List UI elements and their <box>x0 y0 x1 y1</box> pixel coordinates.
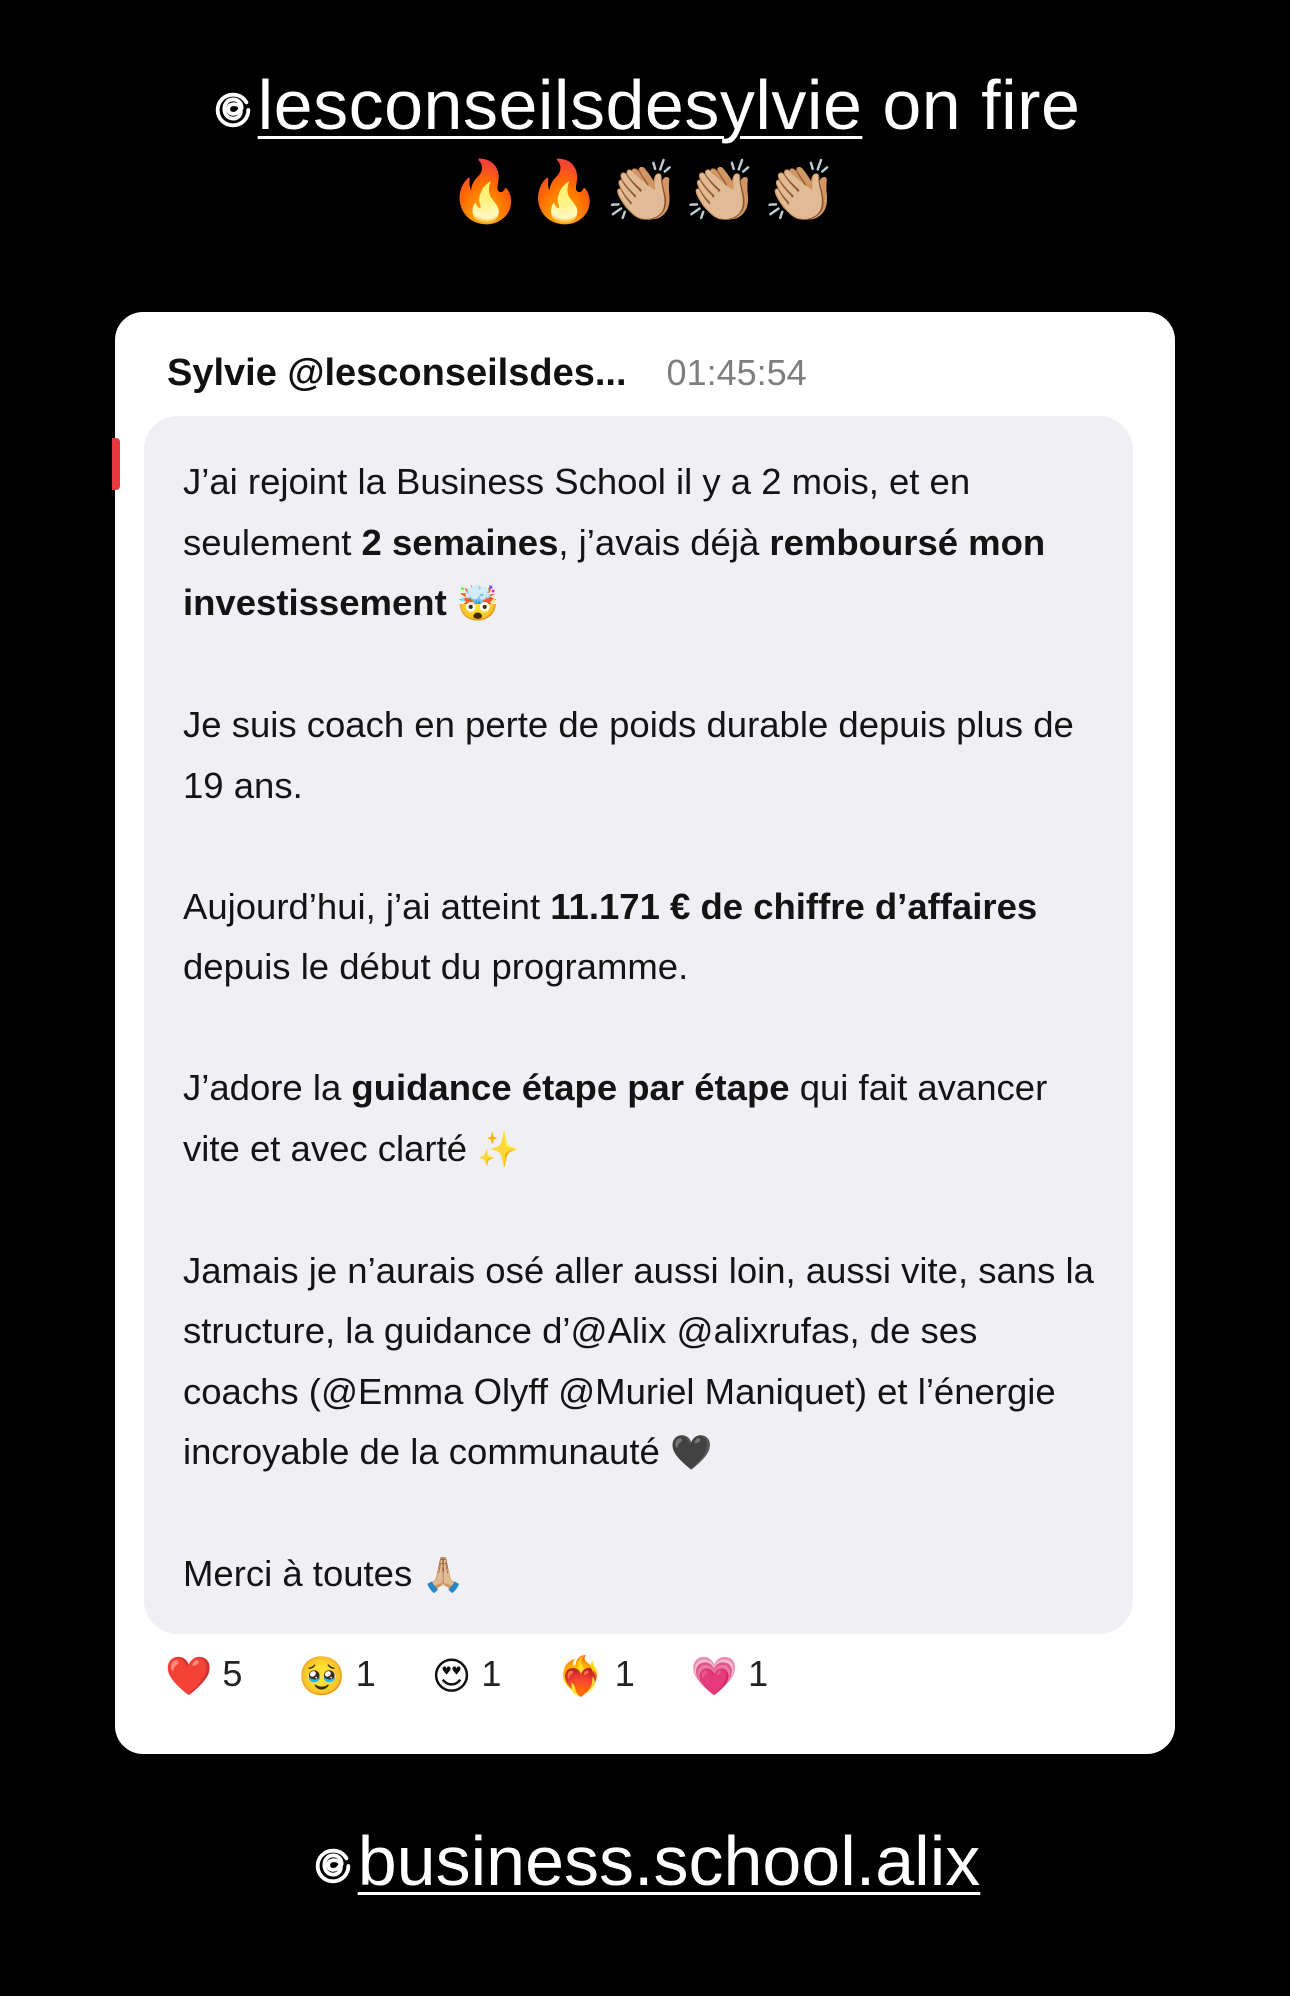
text-segment: J’ai rejoint la Business School il y a 2 mois, et en seulement <box>183 461 971 563</box>
reaction-count: 5 <box>222 1653 243 1694</box>
message-paragraph-6 <box>183 1544 1103 1606</box>
heart-icon: ❤️ <box>165 1656 213 1698</box>
bold-segment: guidance étape par étape <box>351 1067 790 1108</box>
reaction-count: 1 <box>355 1653 376 1694</box>
reaction-heart-on-fire[interactable] <box>557 1652 634 1699</box>
footer-mention-link[interactable] <box>310 1818 981 1904</box>
text-segment: qui fait avancer vite et avec clarté <box>183 1067 1048 1169</box>
text-segment: Aujourd’hui, j’ai atteint <box>183 885 551 927</box>
heart-on-fire-icon: ❤️‍🔥 <box>557 1656 605 1698</box>
exploding-head-emoji: 🤯 <box>456 585 500 623</box>
footer-mention-text: business.school.alix <box>357 1822 981 1900</box>
threads-icon <box>310 1843 356 1889</box>
header-suffix: on fire <box>862 66 1081 144</box>
reaction-heart[interactable] <box>165 1652 242 1699</box>
story-footer <box>0 1818 1290 1904</box>
threads-icon <box>210 87 256 133</box>
bold-segment: 2 semaines <box>361 521 559 563</box>
text-segment: , j’avais déjà <box>558 521 770 563</box>
unread-marker <box>112 438 120 490</box>
text-segment: Jamais je n’aurais osé aller aussi loin, aussi vite, sans la structure, la guidance d’@Alix @alixrufas, de ses coachs (@Emma Olyff @Muriel Maniquet) et l’énergie incroyable de la communauté <box>183 1249 1094 1472</box>
text-segment: J’adore la <box>183 1067 352 1108</box>
holding-tears-face-icon: 🥹 <box>298 1656 346 1698</box>
growing-heart-icon: 💗 <box>690 1656 739 1698</box>
author-name[interactable]: Sylvie @lesconseilsdes... <box>167 352 627 394</box>
message-paragraph-2: Je suis coach en perte de poids durable depuis plus de 19 ans. <box>183 704 1074 806</box>
message-header <box>167 352 807 395</box>
message-paragraph-5 <box>183 1241 1103 1484</box>
message-paragraph-1 <box>183 452 1103 635</box>
reaction-bar <box>165 1652 814 1699</box>
folded-hands-emoji: 🙏🏼 <box>422 1556 465 1594</box>
bold-segment: 11.171 € de chiffre d’affaires <box>550 885 1038 927</box>
reaction-heart-eyes[interactable] <box>432 1652 502 1699</box>
header-mention-text: lesconseilsdesylvie <box>257 66 863 144</box>
bold-segment: remboursé mon investissement <box>183 521 1046 623</box>
header-emoji-row: 🔥🔥👏🏼👏🏼👏🏼 <box>448 158 842 225</box>
reaction-count: 1 <box>614 1653 635 1694</box>
heart-eyes-face-icon: 😍 <box>431 1656 472 1698</box>
reaction-count: 1 <box>481 1653 502 1694</box>
sparkles-emoji: ✨ <box>477 1130 520 1169</box>
message-timestamp: 01:45:54 <box>666 352 807 393</box>
message-card <box>115 312 1175 1754</box>
reaction-holding-tears[interactable] <box>298 1652 375 1699</box>
black-heart-emoji: 🖤 <box>669 1434 713 1472</box>
header-mention-link[interactable] <box>210 62 863 148</box>
reaction-count: 1 <box>748 1653 769 1694</box>
message-bubble <box>144 416 1133 1634</box>
story-header <box>0 62 1290 230</box>
text-segment: depuis le début du programme. <box>183 946 689 987</box>
reaction-growing-heart[interactable] <box>691 1652 768 1699</box>
text-segment: Merci à toutes <box>183 1553 413 1594</box>
message-paragraph-3 <box>183 877 1103 998</box>
header-caption <box>0 62 1290 148</box>
message-paragraph-4 <box>183 1058 1103 1180</box>
